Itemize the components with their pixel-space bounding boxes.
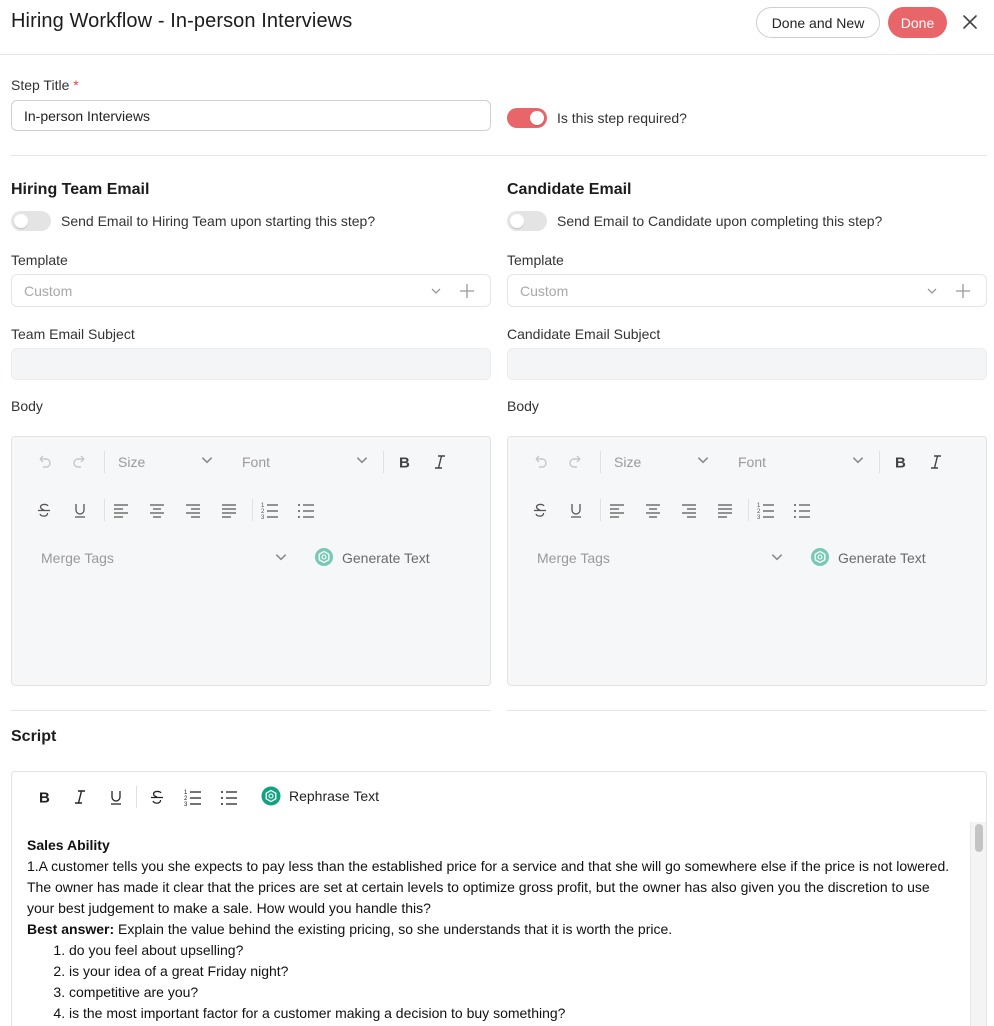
team-email-subject-input[interactable] [11,348,491,380]
list-item: 2. is your idea of a great Friday night? [69,961,957,982]
svg-text:2: 2 [261,509,265,515]
openai-icon[interactable] [261,786,281,806]
strikethrough-icon[interactable] [34,500,54,520]
italic-icon[interactable] [430,452,450,472]
underline-icon[interactable] [70,500,90,520]
chevron-down-icon [430,285,442,297]
chevron-down-icon [926,285,938,297]
plus-icon[interactable] [954,282,972,300]
align-justify-icon[interactable] [715,500,735,520]
svg-text:3: 3 [184,802,188,807]
toolbar-separator [383,451,384,473]
candidate-email-toggle[interactable] [507,211,547,231]
toolbar-separator [600,499,601,521]
strikethrough-icon[interactable] [147,787,167,807]
svg-text:B: B [399,454,410,472]
toolbar-separator [600,451,601,473]
underline-icon[interactable] [566,500,586,520]
svg-text:1: 1 [757,503,761,509]
template-placeholder: Custom [520,283,569,299]
font-dropdown-label[interactable]: Font [738,454,767,470]
list-item: 3. competitive are you? [69,982,957,1003]
toolbar-separator [136,786,137,808]
team-body-label: Body [11,398,43,414]
candidate-body-label: Body [507,398,539,414]
italic-icon[interactable] [926,452,946,472]
bullet-list-icon[interactable] [792,500,812,520]
best-answer-text: Explain the value behind the existing pricing, so she understands that it is worth the price. [114,921,673,937]
svg-text:1: 1 [261,503,265,509]
ordered-list-icon[interactable] [756,500,776,520]
team-body-editor[interactable] [11,436,491,686]
required-marker: * [73,77,79,93]
bold-icon[interactable] [34,787,54,807]
dialog-header [0,0,994,55]
svg-text:3: 3 [757,515,761,520]
font-dropdown-label[interactable]: Font [242,454,271,470]
openai-icon[interactable] [810,547,830,567]
step-required-toggle[interactable] [507,108,547,128]
merge-tags-dropdown-label[interactable]: Merge Tags [537,550,610,566]
chevron-down-icon [696,453,710,467]
hiring-team-email-toggle-label: Send Email to Hiring Team upon starting this step? [61,213,376,229]
candidate-template-label: Template [507,252,564,268]
bullet-list-icon[interactable] [296,500,316,520]
bold-icon[interactable] [394,452,414,472]
redo-icon[interactable] [566,452,586,472]
bold-icon[interactable] [890,452,910,472]
generate-text-button[interactable]: Generate Text [838,550,926,566]
toolbar-separator [252,499,253,521]
undo-icon[interactable] [530,452,550,472]
divider [11,155,987,156]
hiring-team-template-select[interactable] [11,274,491,307]
align-center-icon[interactable] [643,500,663,520]
toolbar-separator [748,499,749,521]
chevron-down-icon [851,453,865,467]
team-email-subject-label: Team Email Subject [11,326,135,342]
toggle-knob [510,214,524,228]
divider [11,710,491,711]
step-title-label-text: Step Title [11,77,70,93]
toolbar-separator [104,451,105,473]
candidate-email-subject-input[interactable] [507,348,987,380]
candidate-email-heading: Candidate Email [507,181,632,198]
step-title-label [11,77,79,93]
chevron-down-icon [770,550,784,564]
best-answer-paragraph [27,919,957,940]
align-right-icon[interactable] [679,500,699,520]
candidate-body-editor[interactable] [507,436,987,686]
chevron-down-icon [274,550,288,564]
align-right-icon[interactable] [183,500,203,520]
svg-text:1: 1 [184,790,188,796]
candidate-email-toggle-label: Send Email to Candidate upon completing this step? [557,213,883,229]
svg-text:B: B [895,454,906,472]
align-left-icon[interactable] [607,500,627,520]
script-heading: Script [11,728,57,745]
step-required-label: Is this step required? [557,110,687,126]
size-dropdown-label[interactable]: Size [614,454,642,470]
hiring-team-email-heading: Hiring Team Email [11,181,150,198]
strikethrough-icon[interactable] [530,500,550,520]
hiring-team-template-label: Template [11,252,68,268]
chevron-down-icon [200,453,214,467]
toolbar-separator [104,499,105,521]
ordered-list-icon[interactable] [260,500,280,520]
done-and-new-button[interactable]: Done and New [756,7,880,38]
svg-text:2: 2 [184,796,188,802]
question-text: 1.A customer tells you she expects to pay less than the established price for a service and that she will go somewhere else if the price is not lowered. The owner has made it clear that the prices are set at certain levels to optimize gross profit, but the owner has also given you the discretion to use your best judgement to make a sale. How would you handle this? [27,858,950,916]
svg-text:B: B [39,789,50,807]
italic-icon[interactable] [70,787,90,807]
svg-text:3: 3 [261,515,265,520]
script-content[interactable] [27,835,957,1024]
rephrase-text-button[interactable]: Rephrase Text [289,788,380,804]
list-item: 1. do you feel about upselling? [69,940,957,961]
toggle-knob [530,111,544,125]
svg-text:2: 2 [757,509,761,515]
question-list [69,940,957,1024]
plus-icon[interactable] [458,282,476,300]
dialog-title: Hiring Workflow - In-person Interviews [11,10,353,32]
done-button[interactable]: Done [888,7,947,38]
underline-icon[interactable] [106,787,126,807]
ordered-list-icon[interactable] [183,787,203,807]
merge-tags-dropdown-label[interactable]: Merge Tags [41,550,114,566]
divider [507,710,987,711]
align-left-icon[interactable] [111,500,131,520]
section-title: Sales Ability [27,837,110,853]
chevron-down-icon [355,453,369,467]
hiring-team-email-toggle[interactable] [11,211,51,231]
script-editor[interactable] [11,771,987,1026]
scrollbar-thumb[interactable] [975,824,983,852]
candidate-email-subject-label: Candidate Email Subject [507,326,661,342]
redo-icon[interactable] [70,452,90,472]
best-answer-label: Best answer: [27,921,115,937]
bullet-list-icon[interactable] [219,787,239,807]
align-center-icon[interactable] [147,500,167,520]
generate-text-button[interactable]: Generate Text [342,550,430,566]
toggle-knob [14,214,28,228]
template-placeholder: Custom [24,283,73,299]
close-icon[interactable] [960,12,980,32]
size-dropdown-label[interactable]: Size [118,454,146,470]
align-justify-icon[interactable] [219,500,239,520]
undo-icon[interactable] [34,452,54,472]
candidate-template-select[interactable] [507,274,987,307]
openai-icon[interactable] [314,547,334,567]
scrollbar[interactable] [970,822,986,1026]
list-item: 4. is the most important factor for a customer making a decision to buy something? [69,1003,957,1024]
step-title-input[interactable] [11,100,491,131]
toolbar-separator [879,451,880,473]
